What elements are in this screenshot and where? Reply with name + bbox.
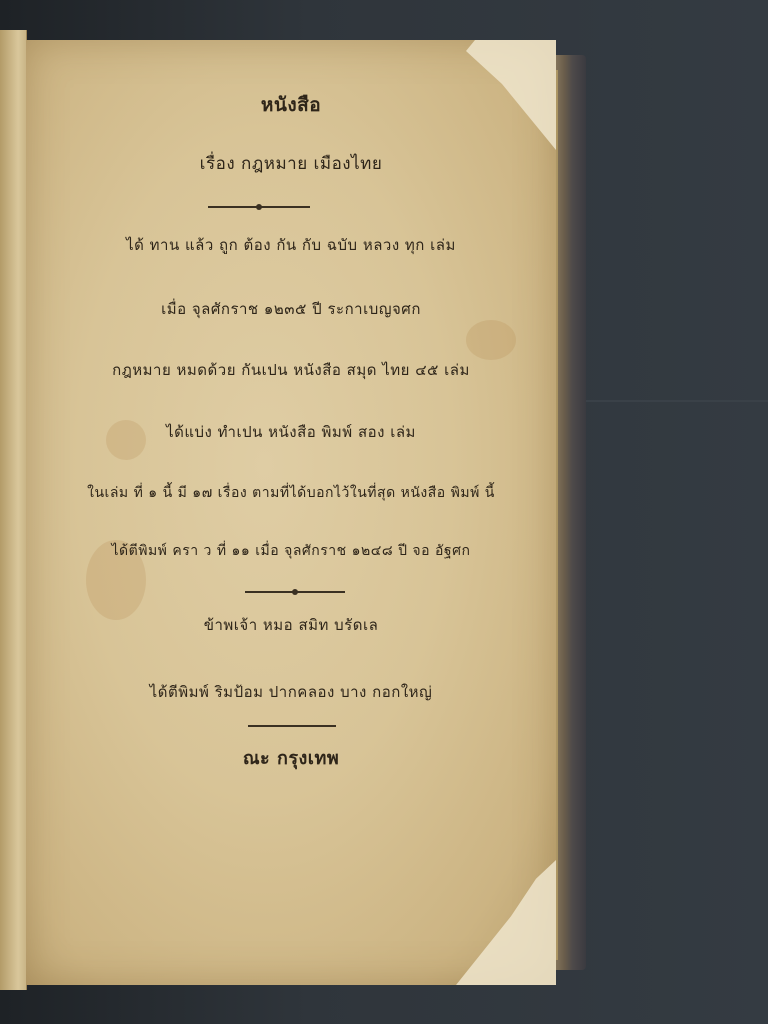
page-subtitle: เรื่อง กฎหมาย เมืองไทย (199, 154, 383, 174)
title-page (26, 40, 556, 985)
age-stain (466, 320, 516, 360)
backdrop-seam (585, 400, 768, 402)
text-line-4: ได้แบ่ง ทำเปน หนังสือ พิมพ์ สอง เล่ม (166, 423, 416, 441)
text-line-1: ได้ ทาน แล้ว ถูก ต้อง กัน กับ ฉบับ หลวง ทุก เล่ม (126, 236, 456, 254)
text-line-6: ได้ตีพิมพ์ ครา ว ที่ ๑๑ เมื่อ จุลศักราช ๑๒๔๘ ปี จอ อัฐศก (111, 543, 471, 559)
ornamental-rule-bottom (248, 725, 336, 727)
text-line-3: กฎหมาย หมดด้วย กันเปน หนังสือ สมุด ไทย ๔๕ เล่ม (112, 361, 470, 379)
printer-name: ข้าพเจ้า หมอ สมิท บรัดเล (203, 616, 379, 634)
press-location: ได้ตีพิมพ์ ริมป้อม ปากคลอง บาง กอกใหญ่ (149, 683, 433, 701)
ornamental-rule-middle (245, 591, 345, 593)
text-line-2: เมื่อ จุลศักราช ๑๒๓๕ ปี ระกาเบญจศก (161, 300, 421, 318)
place-of-printing: ณะ กรุงเทพ (242, 748, 340, 769)
text-line-5: ในเล่ม ที่ ๑ นี้ มี ๑๗ เรื่อง ตามที่ได้บอกไว้ในที่สุด หนังสือ พิมพ์ นี้ (87, 485, 495, 501)
ornamental-rule-top (208, 206, 310, 208)
facing-page-edge (0, 30, 27, 990)
torn-corner-bottom (456, 860, 556, 985)
page-title: หนังสือ (260, 94, 322, 116)
